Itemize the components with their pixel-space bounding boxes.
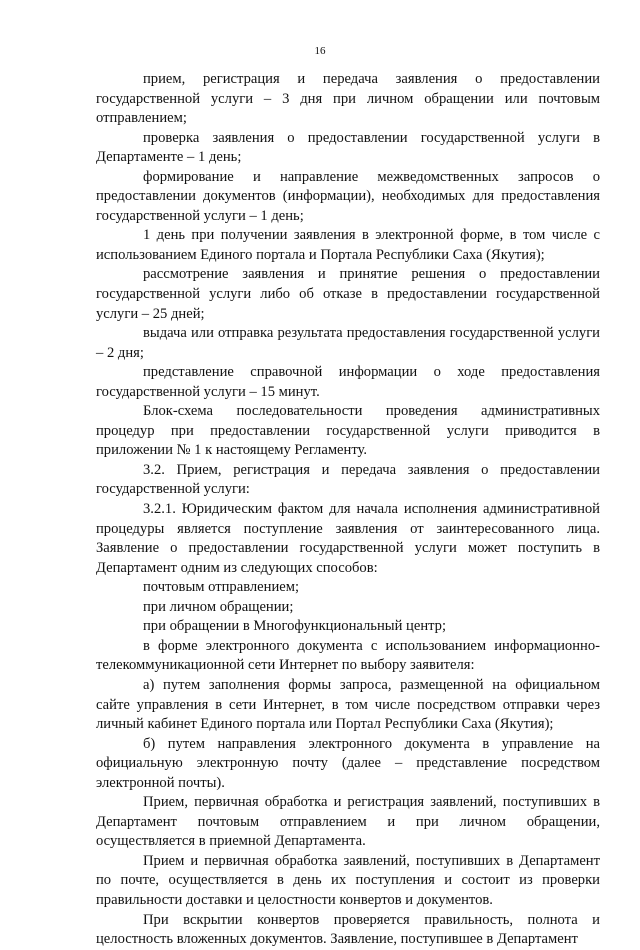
paragraph: при личном обращении; (143, 598, 294, 615)
paragraph: проверка заявления о предоставлении государственной услуги в Департаменте – 1 день; (96, 129, 600, 166)
paragraph: 3.2.1. Юридическим фактом для начала исполнения административной процедуры является поступление заявления от заинтересованного лица. Заявление о предоставлении государственной услуги может поступить в Департамент одним из следующих способов: (96, 501, 600, 576)
paragraph: почтовым отправлением; (143, 579, 300, 596)
paragraph: а) путем заполнения формы запроса, размещенной на официальном сайте управления в сети Интернет, в том числе посредством отправки через личный кабинет Единого портала или Портал Республики Саха (Якутия); (96, 676, 600, 733)
paragraph: формирование и направление межведомственных запросов о предоставлении документов (информации), необходимых для предоставления государственной услуги – 1 день; (96, 168, 600, 224)
paragraph: 1 день при получении заявления в электронной форме, в том числе с использованием Единого портала и Портала Республики Саха (Якутия); (96, 227, 600, 263)
document-body (96, 70, 600, 950)
paragraph: прием, регистрация и передача заявления о предоставлении государственной услуги – 3 дня при личном обращении или почтовым отправлением; (96, 71, 600, 127)
paragraph: при обращении в Многофункциональный центр; (143, 618, 447, 635)
paragraph: Прием, первичная обработка и регистрация заявлений, поступивших в Департамент почтовым отправлением и при личном обращении, осуществляется в приемной Департамента. (96, 794, 600, 850)
paragraph: Прием и первичная обработка заявлений, поступивших в Департамент по почте, осуществляется в день их поступления и состоит из проверки правильности доставки и целостности конвертов и документов. (96, 852, 600, 908)
paragraph: При вскрытии конвертов проверяется правильность, полнота и целостность вложенных документов. Заявление, поступившее в Департамент (96, 911, 600, 948)
paragraph: рассмотрение заявления и принятие решения о предоставлении государственной услуги либо об отказе в предоставлении государственной услуги – 25 дней; (96, 266, 600, 322)
paragraph: в форме электронного документа с использованием информационно-телекоммуникационной сети Интернет по выбору заявителя: (96, 637, 600, 674)
page-number: 16 (314, 45, 326, 57)
paragraph: Блок-схема последовательности проведения административных процедур при предоставлении государственной услуги приводится в приложении № 1 к настоящему Регламенту. (96, 403, 600, 459)
paragraph: 3.2. Прием, регистрация и передача заявления о предоставлении государственной услуги: (96, 461, 600, 498)
paragraph: представление справочной информации о ходе предоставления государственной услуги – 15 минут. (96, 364, 600, 400)
paragraph: б) путем направления электронного документа в управление на официальную электронную почту (далее – представление посредством электронной почты). (96, 735, 600, 791)
paragraph: выдача или отправка результата предоставления государственной услуги – 2 дня; (96, 325, 600, 361)
